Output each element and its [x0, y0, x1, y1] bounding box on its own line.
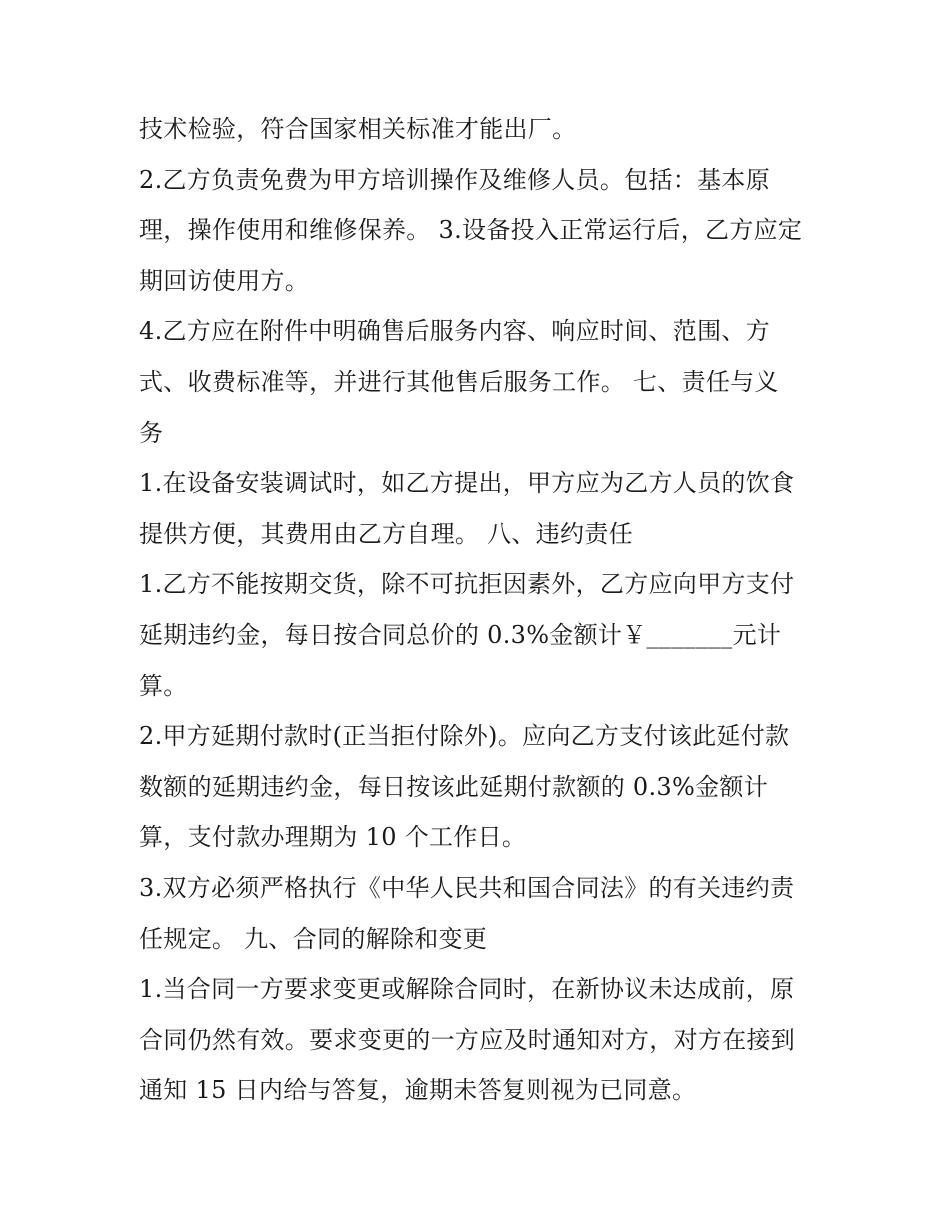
text-line: 延期违约金，每日按合同总价的 0.3%金额计￥_______元计: [139, 620, 782, 649]
text-line: 期回访使用方。: [139, 266, 310, 295]
text-line: 1.乙方不能按期交货，除不可抗拒因素外，乙方应向甲方支付: [139, 570, 795, 599]
text-line: 3.双方必须严格执行《中华人民共和国合同法》的有关违约责: [139, 873, 795, 902]
text-line: 提供方便，其费用由乙方自理。 八、违约责任: [139, 519, 633, 548]
text-line: 算，支付款办理期为 10 个工作日。: [139, 823, 527, 852]
text-line: 算。: [139, 671, 188, 700]
text-line: 1.在设备安装调试时，如乙方提出，甲方应为乙方人员的饮食: [139, 469, 795, 498]
text-line: 数额的延期违约金，每日按该此延期付款额的 0.3%金额计: [139, 772, 768, 801]
text-line: 1.当合同一方要求变更或解除合同时，在新协议未达成前，原: [139, 975, 795, 1004]
text-line: 2.甲方延期付款时(正当拒付除外)。应向乙方支付该此延付款: [139, 722, 790, 751]
text-line: 式、收费标准等，并进行其他售后服务工作。 七、责任与义: [139, 367, 779, 396]
text-line: 技术检验，符合国家相关标准才能出厂。: [139, 115, 577, 143]
document-body: [139, 104, 819, 1116]
text-line: 4.乙方应在附件中明确售后服务内容、响应时间、范围、方: [139, 317, 770, 346]
text-line: 任规定。 九、合同的解除和变更: [139, 924, 488, 953]
text-line: 2.乙方负责免费为甲方培训操作及维修人员。包括：基本原: [139, 165, 770, 194]
text-line: 通知 15 日内给与答复，逾期未答复则视为已同意。: [139, 1076, 697, 1105]
text-line: 合同仍然有效。要求变更的一方应及时通知对方，对方在接到: [139, 1025, 796, 1054]
text-line: 务: [139, 418, 164, 447]
text-line: 理，操作使用和维修保养。 3.设备投入正常运行后，乙方应定: [139, 216, 803, 245]
